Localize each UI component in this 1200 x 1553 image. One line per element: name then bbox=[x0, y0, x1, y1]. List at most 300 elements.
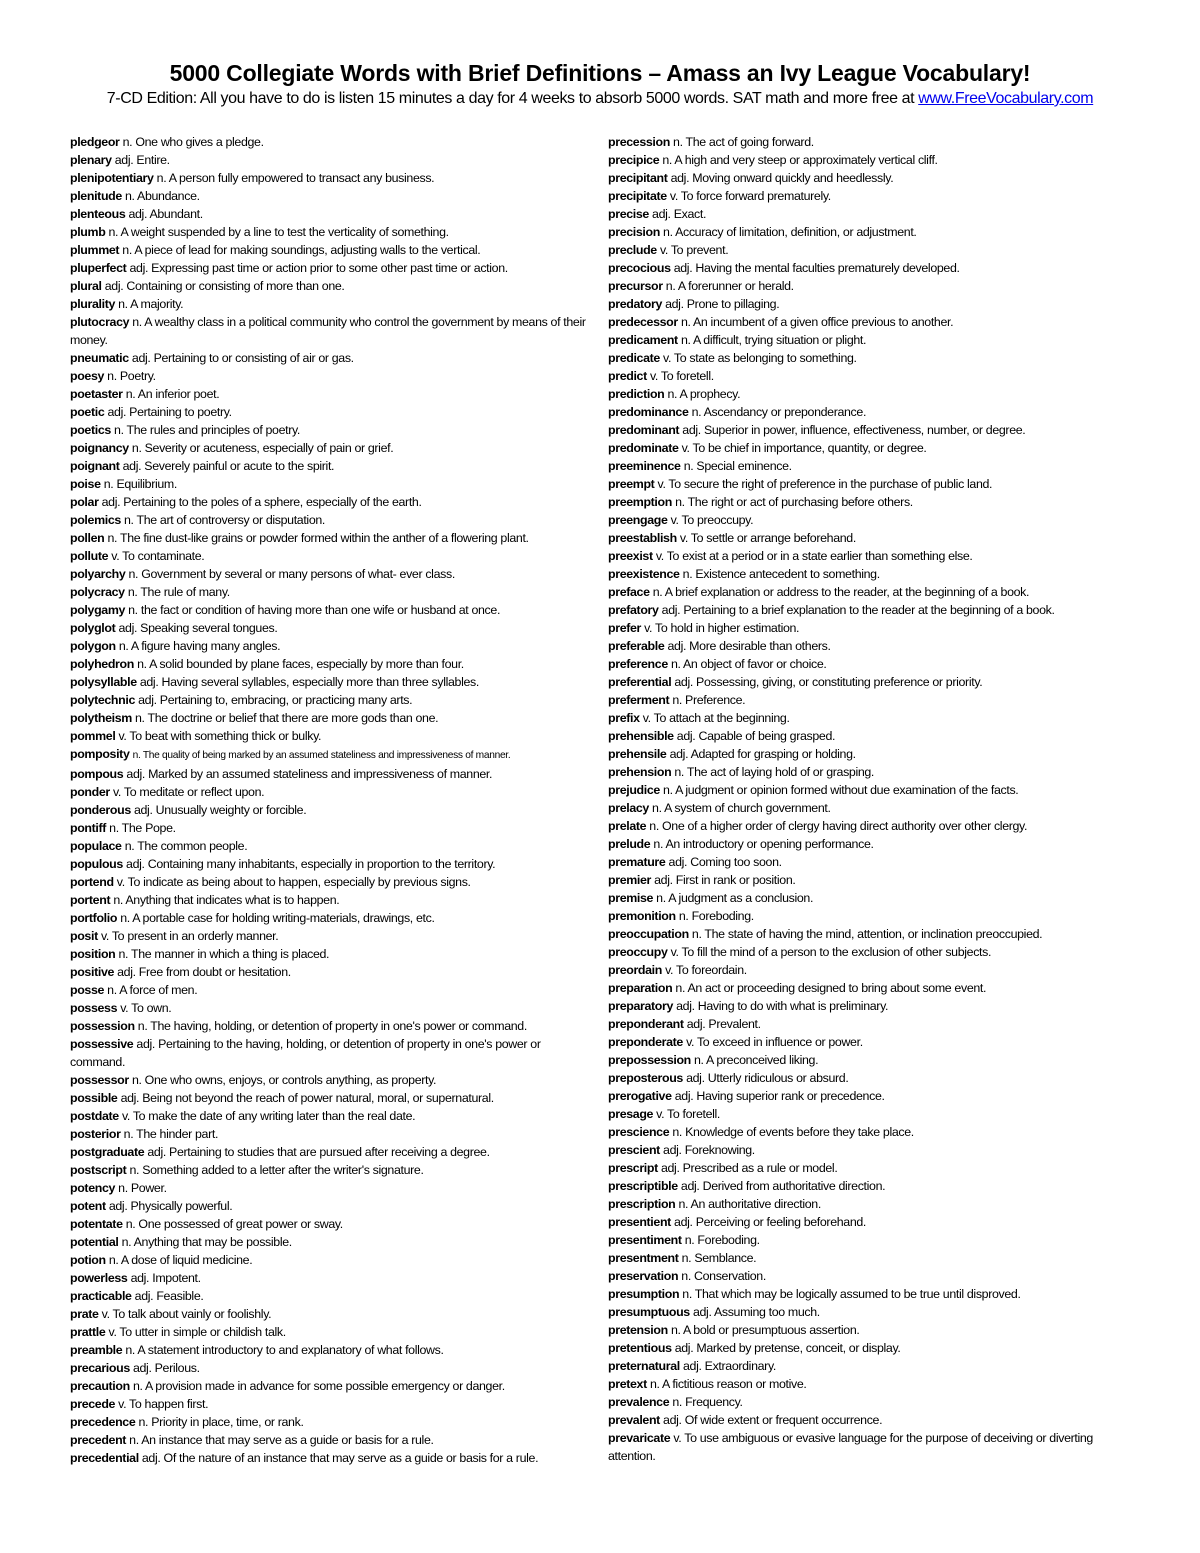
entry-word: preengage bbox=[608, 513, 668, 527]
vocabulary-entry bbox=[608, 241, 1143, 259]
vocabulary-entry bbox=[70, 619, 595, 637]
entry-definition: n. An object of favor or choice. bbox=[670, 657, 827, 671]
vocabulary-entry bbox=[608, 727, 1143, 745]
entry-definition: v. To talk about vainly or foolishly. bbox=[101, 1307, 272, 1321]
vocabulary-entry bbox=[70, 691, 595, 709]
vocabulary-entry bbox=[70, 855, 595, 873]
vocabulary-entry bbox=[70, 927, 595, 945]
entry-definition: adj. Prescribed as a rule or model. bbox=[660, 1161, 838, 1175]
vocabulary-entry bbox=[608, 745, 1143, 763]
entry-definition: adj. Marked by pretense, conceit, or display. bbox=[674, 1341, 901, 1355]
entry-definition: n. Foreboding. bbox=[678, 909, 754, 923]
entry-definition: n. A preconceived liking. bbox=[694, 1053, 819, 1067]
entry-word: precise bbox=[608, 207, 649, 221]
entry-definition: n. Poetry. bbox=[107, 369, 156, 383]
vocabulary-entry bbox=[70, 1431, 595, 1449]
vocabulary-entry bbox=[608, 1249, 1143, 1267]
entry-word: prescient bbox=[608, 1143, 660, 1157]
entry-definition: n. Anything that may be possible. bbox=[121, 1235, 292, 1249]
vocabulary-entry bbox=[608, 1231, 1143, 1249]
entry-definition: adj. Free from doubt or hesitation. bbox=[117, 965, 291, 979]
entry-word: possess bbox=[70, 1001, 118, 1015]
entry-definition: v. To use ambiguous or evasive language for the purpose of deceiving or diverting attention. bbox=[608, 1431, 1093, 1463]
entry-definition: n. An authoritative direction. bbox=[678, 1197, 821, 1211]
entry-definition: v. To foreordain. bbox=[665, 963, 747, 977]
entry-word: possession bbox=[70, 1019, 135, 1033]
entry-word: prelude bbox=[608, 837, 651, 851]
vocabulary-entry bbox=[608, 1051, 1143, 1069]
entry-definition: n. Abundance. bbox=[125, 189, 200, 203]
entry-definition: adj. Prevalent. bbox=[686, 1017, 761, 1031]
entry-word: prefatory bbox=[608, 603, 659, 617]
vocabulary-entry bbox=[70, 151, 595, 169]
vocabulary-entry bbox=[70, 1449, 595, 1467]
vocabulary-entry bbox=[70, 1233, 595, 1251]
entry-definition: adj. Impotent. bbox=[130, 1271, 201, 1285]
entry-definition: n. A judgment as a conclusion. bbox=[656, 891, 814, 905]
entry-word: posse bbox=[70, 983, 105, 997]
entry-definition: n. Government by several or many persons of what- ever class. bbox=[128, 567, 455, 581]
vocabulary-entry bbox=[608, 1213, 1143, 1231]
entry-word: prattle bbox=[70, 1325, 106, 1339]
entry-definition: n. The state of having the mind, attention, or inclination preoccupied. bbox=[691, 927, 1043, 941]
entry-word: potential bbox=[70, 1235, 119, 1249]
entry-definition: n. A brief explanation or address to the reader, at the beginning of a book. bbox=[652, 585, 1030, 599]
entry-word: plenipotentiary bbox=[70, 171, 154, 185]
vocabulary-entry bbox=[608, 475, 1143, 493]
entry-word: preoccupy bbox=[608, 945, 668, 959]
vocabulary-entry bbox=[70, 223, 595, 241]
entry-word: ponder bbox=[70, 785, 110, 799]
entry-definition: v. To present in an orderly manner. bbox=[100, 929, 279, 943]
entry-word: predominant bbox=[608, 423, 680, 437]
entry-definition: v. To secure the right of preference in the purchase of public land. bbox=[657, 477, 993, 491]
entry-word: precedence bbox=[70, 1415, 136, 1429]
entry-word: pontiff bbox=[70, 821, 107, 835]
entry-definition: adj. Having to do with what is preliminary. bbox=[676, 999, 889, 1013]
vocabulary-entry bbox=[608, 205, 1143, 223]
entry-word: posterior bbox=[70, 1127, 121, 1141]
vocabulary-entry bbox=[608, 1357, 1143, 1375]
entry-definition: v. To preoccupy. bbox=[670, 513, 754, 527]
entry-word: poise bbox=[70, 477, 101, 491]
vocabulary-entry bbox=[608, 1303, 1143, 1321]
entry-word: polycracy bbox=[70, 585, 125, 599]
entry-word: prescriptible bbox=[608, 1179, 678, 1193]
entry-definition: n. A high and very steep or approximately vertical cliff. bbox=[662, 153, 938, 167]
entry-word: polemics bbox=[70, 513, 121, 527]
entry-word: plumb bbox=[70, 225, 106, 239]
entry-word: prehension bbox=[608, 765, 672, 779]
entry-word: preternatural bbox=[608, 1359, 680, 1373]
vocabulary-entry bbox=[70, 1269, 595, 1287]
entry-definition: adj. Having superior rank or precedence. bbox=[674, 1089, 885, 1103]
vocabulary-entry bbox=[70, 583, 595, 601]
entry-definition: v. To own. bbox=[120, 1001, 172, 1015]
entry-word: plenary bbox=[70, 153, 112, 167]
vocabulary-entry bbox=[70, 963, 595, 981]
entry-definition: n. That which may be logically assumed to be true until disproved. bbox=[682, 1287, 1021, 1301]
entry-definition: n. An act or proceeding designed to bring about some event. bbox=[675, 981, 987, 995]
vocabulary-entry bbox=[70, 1197, 595, 1215]
entry-definition: adj. Having several syllables, especially more than three syllables. bbox=[139, 675, 479, 689]
entry-definition: n. A difficult, trying situation or plight. bbox=[680, 333, 867, 347]
entry-definition: n. A prophecy. bbox=[667, 387, 741, 401]
entry-word: preferment bbox=[608, 693, 670, 707]
entry-definition: n. Equilibrium. bbox=[103, 477, 177, 491]
vocabulary-entry bbox=[608, 1285, 1143, 1303]
vocabulary-entry bbox=[70, 1215, 595, 1233]
vocabulary-entry bbox=[70, 1377, 595, 1395]
entry-definition: n. A person fully empowered to transact any business. bbox=[156, 171, 435, 185]
entry-definition: n. The doctrine or belief that there are more gods than one. bbox=[135, 711, 439, 725]
entry-word: preposterous bbox=[608, 1071, 683, 1085]
entry-definition: n. An incumbent of a given office previous to another. bbox=[680, 315, 954, 329]
vocabulary-entry bbox=[608, 1411, 1143, 1429]
entry-word: prefer bbox=[608, 621, 642, 635]
vocabulary-entry bbox=[70, 241, 595, 259]
entry-word: premature bbox=[608, 855, 666, 869]
entry-definition: adj. Pertaining to studies that are pursued after receiving a degree. bbox=[147, 1145, 490, 1159]
entry-definition: v. To indicate as being about to happen, especially by previous signs. bbox=[116, 875, 471, 889]
entry-word: prescript bbox=[608, 1161, 658, 1175]
vocabulary-entry bbox=[70, 421, 595, 439]
entry-word: precocious bbox=[608, 261, 671, 275]
entry-word: postdate bbox=[70, 1109, 119, 1123]
vocabulary-entry bbox=[70, 439, 595, 457]
entry-word: portent bbox=[70, 893, 111, 907]
entry-word: presumptuous bbox=[608, 1305, 690, 1319]
entry-definition: adj. Containing or consisting of more than one. bbox=[104, 279, 345, 293]
entry-word: polyarchy bbox=[70, 567, 126, 581]
entry-word: preexistence bbox=[608, 567, 680, 581]
vocabulary-entry bbox=[608, 1375, 1143, 1393]
entry-definition: adj. Feasible. bbox=[134, 1289, 204, 1303]
vocabulary-entry bbox=[70, 187, 595, 205]
entry-word: premonition bbox=[608, 909, 676, 923]
entry-definition: n. Semblance. bbox=[681, 1251, 757, 1265]
vocabulary-entry bbox=[70, 1323, 595, 1341]
vocabulary-entry bbox=[608, 1267, 1143, 1285]
entry-word: populace bbox=[70, 839, 122, 853]
entry-word: polygamy bbox=[70, 603, 126, 617]
entry-word: predict bbox=[608, 369, 647, 383]
vocabulary-entry bbox=[70, 765, 595, 783]
entry-definition: n. One who owns, enjoys, or controls anything, as property. bbox=[131, 1073, 437, 1087]
vocabulary-entry bbox=[70, 637, 595, 655]
vocabulary-entry bbox=[70, 873, 595, 891]
entry-word: precipitate bbox=[608, 189, 667, 203]
entry-word: preempt bbox=[608, 477, 655, 491]
entry-definition: adj. Assuming too much. bbox=[692, 1305, 820, 1319]
entry-definition: adj. Moving onward quickly and heedlessly. bbox=[670, 171, 894, 185]
vocabulary-entry bbox=[608, 1105, 1143, 1123]
entry-definition: n. Power. bbox=[118, 1181, 167, 1195]
vocabulary-entry bbox=[70, 891, 595, 909]
vocabulary-entry bbox=[70, 1107, 595, 1125]
entry-word: preservation bbox=[608, 1269, 679, 1283]
vocabulary-entry bbox=[70, 1125, 595, 1143]
vocabulary-entry bbox=[608, 781, 1143, 799]
entry-definition: n. A majority. bbox=[118, 297, 184, 311]
entry-word: preexist bbox=[608, 549, 653, 563]
vocabulary-entry bbox=[608, 943, 1143, 961]
vocabulary-entry bbox=[608, 1339, 1143, 1357]
entry-definition: adj. Pertaining to, embracing, or practicing many arts. bbox=[138, 693, 413, 707]
entry-word: polygon bbox=[70, 639, 116, 653]
entry-definition: n. The having, holding, or detention of property in one's power or command. bbox=[137, 1019, 527, 1033]
vocabulary-entry bbox=[70, 1251, 595, 1269]
entry-word: prescription bbox=[608, 1197, 676, 1211]
entry-word: precursor bbox=[608, 279, 663, 293]
vocabulary-entry bbox=[608, 403, 1143, 421]
vocabulary-entry bbox=[608, 1087, 1143, 1105]
vocabulary-entry bbox=[608, 1195, 1143, 1213]
entry-definition: n. Anything that indicates what is to happen. bbox=[113, 893, 340, 907]
vocabulary-entry bbox=[608, 799, 1143, 817]
vocabulary-entry bbox=[608, 1159, 1143, 1177]
entry-definition: n. A provision made in advance for some possible emergency or danger. bbox=[132, 1379, 505, 1393]
entry-definition: n. The quality of being marked by an assumed stateliness and impressiveness of manner. bbox=[132, 750, 511, 761]
entry-word: prepossession bbox=[608, 1053, 691, 1067]
entry-definition: v. To foretell. bbox=[656, 1107, 721, 1121]
vocabulary-entry bbox=[70, 205, 595, 223]
vocabulary-entry bbox=[70, 403, 595, 421]
vocabulary-entry bbox=[70, 945, 595, 963]
vocabulary-entry bbox=[70, 547, 595, 565]
entry-definition: n. The fine dust-like grains or powder formed within the anther of a flowering plant. bbox=[107, 531, 529, 545]
vocabulary-entry bbox=[608, 223, 1143, 241]
entry-definition: v. To foretell. bbox=[649, 369, 714, 383]
entry-definition: adj. Containing many inhabitants, especially in proportion to the territory. bbox=[126, 857, 496, 871]
entry-definition: n. Preference. bbox=[672, 693, 746, 707]
entry-word: polysyllable bbox=[70, 675, 137, 689]
vocabulary-entry bbox=[608, 997, 1143, 1015]
entry-word: preferable bbox=[608, 639, 665, 653]
vocabulary-entry bbox=[70, 475, 595, 493]
entry-definition: v. To beat with something thick or bulky. bbox=[118, 729, 322, 743]
entry-definition: n. Existence antecedent to something. bbox=[682, 567, 880, 581]
entry-definition: v. To happen first. bbox=[118, 1397, 209, 1411]
entry-word: poetics bbox=[70, 423, 111, 437]
vocabulary-entry bbox=[608, 331, 1143, 349]
vocabulary-entry bbox=[608, 691, 1143, 709]
vocabulary-entry bbox=[608, 889, 1143, 907]
vocabulary-entry bbox=[608, 187, 1143, 205]
entry-definition: n. The rules and principles of poetry. bbox=[114, 423, 301, 437]
entry-word: portend bbox=[70, 875, 114, 889]
entry-word: poesy bbox=[70, 369, 105, 383]
vocabulary-entry bbox=[70, 1287, 595, 1305]
vocabulary-entry bbox=[608, 1429, 1143, 1465]
entry-word: pretentious bbox=[608, 1341, 672, 1355]
entry-definition: adj. Pertaining to a brief explanation to the reader at the beginning of a book. bbox=[661, 603, 1055, 617]
entry-definition: v. To make the date of any writing later than the real date. bbox=[121, 1109, 416, 1123]
entry-definition: n. A portable case for holding writing-materials, drawings, etc. bbox=[120, 911, 435, 925]
entry-word: pomposity bbox=[70, 747, 130, 761]
entry-definition: n. One who gives a pledge. bbox=[122, 135, 264, 149]
vocabulary-entry bbox=[70, 169, 595, 187]
entry-definition: v. To contaminate. bbox=[111, 549, 205, 563]
entry-word: possessor bbox=[70, 1073, 129, 1087]
entry-word: posit bbox=[70, 929, 98, 943]
entry-word: powerless bbox=[70, 1271, 128, 1285]
entry-definition: adj. Expressing past time or action prior to some other past time or action. bbox=[129, 261, 508, 275]
entry-definition: v. To be chief in importance, quantity, or degree. bbox=[681, 441, 927, 455]
entry-word: pretension bbox=[608, 1323, 668, 1337]
entry-word: presentment bbox=[608, 1251, 679, 1265]
vocabulary-entry bbox=[608, 817, 1143, 835]
vocabulary-entry bbox=[70, 493, 595, 511]
vocabulary-entry bbox=[608, 871, 1143, 889]
vocabulary-entry bbox=[70, 1179, 595, 1197]
entry-definition: n. The common people. bbox=[124, 839, 248, 853]
entry-definition: adj. Perilous. bbox=[132, 1361, 200, 1375]
entry-word: portfolio bbox=[70, 911, 118, 925]
entry-word: populous bbox=[70, 857, 123, 871]
entry-word: ponderous bbox=[70, 803, 131, 817]
vocabulary-entry bbox=[608, 421, 1143, 439]
entry-word: predominate bbox=[608, 441, 679, 455]
entry-definition: adj. Utterly ridiculous or absurd. bbox=[686, 1071, 849, 1085]
entry-word: presage bbox=[608, 1107, 654, 1121]
entry-word: pollen bbox=[70, 531, 105, 545]
entry-word: premise bbox=[608, 891, 654, 905]
vocabulary-entry bbox=[608, 511, 1143, 529]
entry-definition: n. Special eminence. bbox=[683, 459, 792, 473]
vocabulary-entry bbox=[70, 909, 595, 927]
free-vocabulary-link[interactable]: www.FreeVocabulary.com bbox=[918, 90, 1094, 107]
entry-definition: adj. Of the nature of an instance that may serve as a guide or basis for a rule. bbox=[141, 1451, 539, 1465]
entry-word: prehensible bbox=[608, 729, 674, 743]
entry-word: pretext bbox=[608, 1377, 647, 1391]
entry-word: preparatory bbox=[608, 999, 674, 1013]
vocabulary-entry bbox=[608, 907, 1143, 925]
vocabulary-entry bbox=[608, 979, 1143, 997]
vocabulary-entry bbox=[70, 981, 595, 999]
vocabulary-entry bbox=[70, 565, 595, 583]
entry-word: premier bbox=[608, 873, 652, 887]
entry-definition: n. The art of controversy or disputation. bbox=[124, 513, 326, 527]
entry-word: pledgeor bbox=[70, 135, 120, 149]
entry-definition: n. Foreboding. bbox=[684, 1233, 760, 1247]
entry-definition: n. A solid bounded by plane faces, especially by more than four. bbox=[137, 657, 464, 671]
entry-word: polytheism bbox=[70, 711, 132, 725]
vocabulary-entry bbox=[70, 801, 595, 819]
entry-definition: adj. Physically powerful. bbox=[108, 1199, 233, 1213]
vocabulary-entry bbox=[608, 565, 1143, 583]
vocabulary-entry bbox=[608, 637, 1143, 655]
entry-definition: n. A statement introductory to and explanatory of what follows. bbox=[125, 1343, 444, 1357]
vocabulary-entry bbox=[70, 1071, 595, 1089]
entry-word: plenteous bbox=[70, 207, 126, 221]
entry-definition: n. Accuracy of limitation, definition, or adjustment. bbox=[663, 225, 917, 239]
entry-definition: adj. First in rank or position. bbox=[654, 873, 796, 887]
entry-word: preferential bbox=[608, 675, 672, 689]
entry-definition: n. An instance that may serve as a guide or basis for a rule. bbox=[129, 1433, 434, 1447]
entry-definition: n. The right or act of purchasing before others. bbox=[675, 495, 913, 509]
entry-word: prelate bbox=[608, 819, 647, 833]
entry-definition: adj. Pertaining to the having, holding, or detention of property in one's power or command. bbox=[70, 1037, 541, 1069]
vocabulary-entry bbox=[608, 493, 1143, 511]
entry-definition: n. Knowledge of events before they take place. bbox=[672, 1125, 914, 1139]
entry-word: postscript bbox=[70, 1163, 127, 1177]
vocabulary-entry bbox=[608, 853, 1143, 871]
entry-word: prevalence bbox=[608, 1395, 670, 1409]
entry-definition: n. The act of going forward. bbox=[673, 135, 814, 149]
entry-definition: adj. Entire. bbox=[114, 153, 170, 167]
vocabulary-entry bbox=[608, 547, 1143, 565]
vocabulary-entry bbox=[608, 385, 1143, 403]
vocabulary-entry bbox=[608, 295, 1143, 313]
vocabulary-entry bbox=[70, 511, 595, 529]
vocabulary-entry bbox=[70, 133, 595, 151]
vocabulary-entry bbox=[608, 1015, 1143, 1033]
entry-definition: v. To attach at the beginning. bbox=[642, 711, 790, 725]
vocabulary-entry bbox=[70, 1359, 595, 1377]
vocabulary-entry bbox=[70, 837, 595, 855]
entry-word: poetic bbox=[70, 405, 105, 419]
entry-word: pluperfect bbox=[70, 261, 127, 275]
entry-word: pommel bbox=[70, 729, 116, 743]
vocabulary-entry bbox=[608, 1033, 1143, 1051]
entry-definition: adj. Being not beyond the reach of power natural, moral, or supernatural. bbox=[120, 1091, 494, 1105]
entry-definition: adj. Unusually weighty or forcible. bbox=[133, 803, 307, 817]
entry-word: precedential bbox=[70, 1451, 139, 1465]
vocabulary-entry bbox=[70, 1413, 595, 1431]
entry-definition: n. A weight suspended by a line to test the verticality of something. bbox=[108, 225, 449, 239]
entry-word: pollute bbox=[70, 549, 109, 563]
entry-definition: v. To meditate or reflect upon. bbox=[112, 785, 265, 799]
vocabulary-entry bbox=[608, 1069, 1143, 1087]
vocabulary-entry bbox=[608, 367, 1143, 385]
right-column bbox=[608, 133, 1143, 1465]
entry-word: preamble bbox=[70, 1343, 123, 1357]
vocabulary-entry bbox=[608, 709, 1143, 727]
entry-word: prevaricate bbox=[608, 1431, 671, 1445]
entry-word: plural bbox=[70, 279, 102, 293]
entry-definition: v. To hold in higher estimation. bbox=[644, 621, 800, 635]
vocabulary-entry bbox=[70, 1161, 595, 1179]
entry-word: precedent bbox=[70, 1433, 127, 1447]
entry-definition: adj. Coming too soon. bbox=[668, 855, 782, 869]
vocabulary-entry bbox=[70, 1395, 595, 1413]
vocabulary-entry bbox=[608, 529, 1143, 547]
entry-word: poignancy bbox=[70, 441, 129, 455]
entry-word: prefix bbox=[608, 711, 640, 725]
entry-definition: n. A judgment or opinion formed without due examination of the facts. bbox=[663, 783, 1019, 797]
vocabulary-entry bbox=[608, 1393, 1143, 1411]
entry-word: potency bbox=[70, 1181, 116, 1195]
entry-definition: n. Frequency. bbox=[672, 1395, 743, 1409]
entry-word: plutocracy bbox=[70, 315, 130, 329]
page-title: 5000 Collegiate Words with Brief Definitions – Amass an Ivy League Vocabulary! bbox=[169, 60, 1031, 86]
entry-word: polytechnic bbox=[70, 693, 136, 707]
entry-definition: adj. Derived from authoritative direction. bbox=[680, 1179, 886, 1193]
entry-word: preface bbox=[608, 585, 650, 599]
vocabulary-entry bbox=[608, 349, 1143, 367]
entry-definition: adj. Perceiving or feeling beforehand. bbox=[674, 1215, 866, 1229]
vocabulary-entry bbox=[608, 169, 1143, 187]
entry-definition: n. Conservation. bbox=[681, 1269, 766, 1283]
vocabulary-entry bbox=[70, 529, 595, 547]
entry-word: preoccupation bbox=[608, 927, 689, 941]
vocabulary-entry bbox=[608, 439, 1143, 457]
entry-word: potentate bbox=[70, 1217, 123, 1231]
entry-definition: n. the fact or condition of having more than one wife or husband at once. bbox=[128, 603, 501, 617]
vocabulary-entry bbox=[70, 259, 595, 277]
entry-definition: v. To exist at a period or in a state earlier than something else. bbox=[655, 549, 973, 563]
